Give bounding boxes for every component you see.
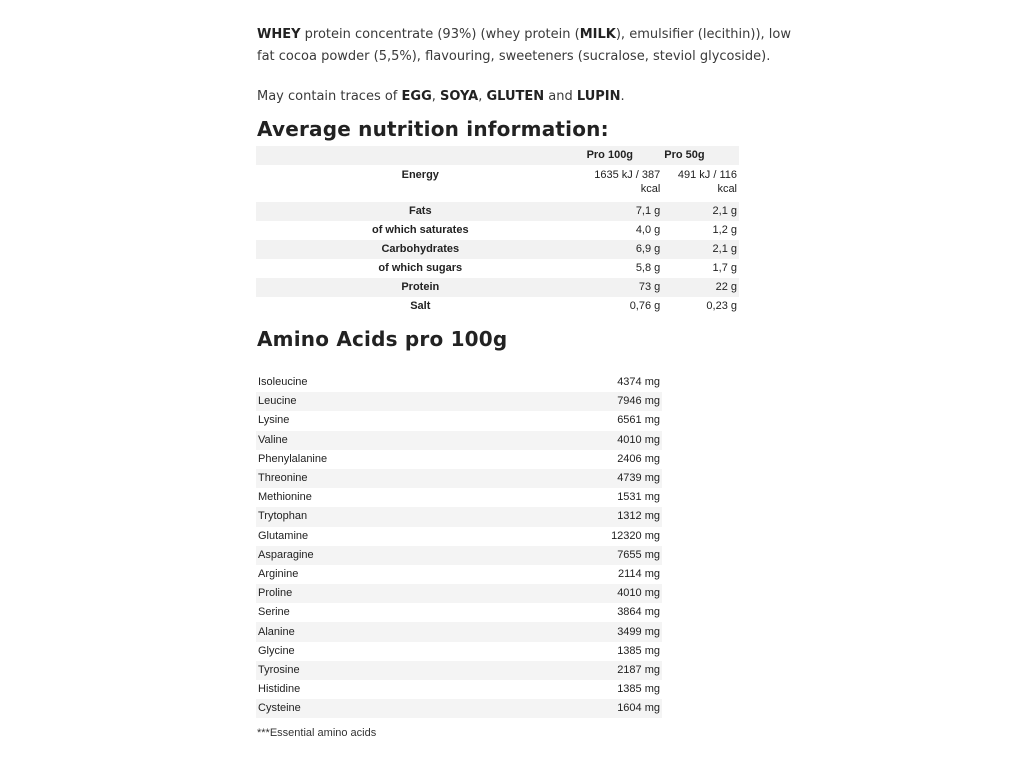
nutrition-value-50: 22 g bbox=[662, 278, 739, 297]
amino-name: Threonine bbox=[256, 469, 560, 488]
nutrition-value-50: 1,7 g bbox=[712, 262, 737, 274]
table-row bbox=[256, 469, 662, 488]
nutrition-value-100: 7,1 g bbox=[585, 202, 663, 221]
amino-value: 1604 mg bbox=[560, 699, 662, 718]
amino-name: Valine bbox=[256, 431, 560, 450]
nutrition-header-pro100: Pro 100g bbox=[585, 146, 663, 165]
nutrition-value-50: 491 kJ / 116 kcal bbox=[677, 169, 737, 195]
amino-heading: Amino Acids pro 100g bbox=[257, 327, 508, 351]
traces-prefix: May contain traces of bbox=[257, 89, 402, 104]
amino-name: Phenylalanine bbox=[258, 452, 328, 465]
nutrition-row-carbohydrates bbox=[256, 240, 739, 259]
table-row bbox=[256, 680, 662, 699]
amino-name: Trytophan bbox=[256, 507, 560, 526]
table-row bbox=[256, 373, 662, 392]
allergen-whey: WHEY bbox=[257, 27, 301, 42]
nutrition-value-100: 4,0 g bbox=[635, 224, 661, 236]
nutrition-value-100: 6,9 g bbox=[585, 240, 663, 259]
amino-name: Leucine bbox=[256, 392, 560, 411]
nutrition-value-100: 73 g bbox=[585, 278, 663, 297]
traces-end: . bbox=[620, 89, 625, 104]
allergen-lupin: LUPIN bbox=[576, 89, 621, 104]
allergen-egg: EGG bbox=[401, 89, 432, 104]
table-row bbox=[256, 661, 662, 680]
amino-value: 1385 mg bbox=[617, 644, 660, 657]
nutrition-label: Carbohydrates bbox=[256, 240, 585, 259]
amino-name: Cysteine bbox=[256, 699, 560, 718]
allergen-milk: MILK bbox=[579, 27, 616, 42]
allergen-gluten: GLUTEN bbox=[486, 89, 545, 104]
amino-name: Proline bbox=[256, 584, 560, 603]
amino-value: 7946 mg bbox=[560, 392, 662, 411]
amino-value: 2114 mg bbox=[618, 567, 660, 580]
table-row bbox=[256, 527, 662, 546]
amino-value: 7655 mg bbox=[560, 546, 662, 565]
table-row bbox=[256, 392, 662, 411]
amino-value: 4739 mg bbox=[560, 469, 662, 488]
nutrition-table bbox=[256, 146, 739, 316]
nutrition-value-50: 2,1 g bbox=[662, 202, 739, 221]
amino-footnote: ***Essential amino acids bbox=[257, 727, 377, 739]
amino-value: 3499 mg bbox=[560, 622, 662, 641]
table-row bbox=[256, 411, 662, 430]
nutrition-header-pro50: Pro 50g bbox=[662, 146, 739, 165]
allergen-soya: SOYA bbox=[440, 89, 479, 104]
table-row bbox=[256, 584, 662, 603]
nutrition-row-sugars bbox=[256, 259, 739, 278]
amino-name: Glutamine bbox=[258, 529, 309, 542]
nutrition-value-100: 1635 kJ / 387 kcal bbox=[594, 169, 661, 195]
table-row bbox=[256, 507, 662, 526]
nutrition-label: Protein bbox=[256, 278, 585, 297]
amino-name: Tyrosine bbox=[256, 661, 560, 680]
table-row bbox=[256, 603, 662, 622]
ingredients-text bbox=[257, 24, 797, 68]
nutrition-row-fats bbox=[256, 202, 739, 221]
amino-name: Methionine bbox=[258, 491, 312, 504]
amino-value: 2406 mg bbox=[617, 452, 660, 465]
amino-value: 1385 mg bbox=[617, 683, 660, 696]
nutrition-row-protein bbox=[256, 278, 739, 297]
nutrition-value-50: 2,1 g bbox=[662, 240, 739, 259]
nutrition-row-saturates bbox=[256, 221, 739, 240]
amino-name: Lysine bbox=[258, 414, 290, 427]
amino-value: 3864 mg bbox=[617, 606, 660, 619]
nutrition-heading: Average nutrition information: bbox=[257, 117, 609, 141]
amino-name: Arginine bbox=[258, 567, 299, 580]
table-row bbox=[256, 565, 662, 584]
amino-name: Isoleucine bbox=[258, 376, 308, 389]
amino-name: Histidine bbox=[258, 683, 301, 696]
table-row bbox=[256, 546, 662, 565]
table-row bbox=[256, 699, 662, 718]
table-row bbox=[256, 642, 662, 661]
nutrition-row-salt bbox=[256, 297, 739, 316]
amino-name: Asparagine bbox=[256, 546, 560, 565]
nutrition-value-100: 0,76 g bbox=[629, 300, 661, 312]
nutrition-header-row bbox=[256, 146, 739, 165]
nutrition-label: of which saturates bbox=[371, 224, 469, 236]
amino-value: 2187 mg bbox=[560, 661, 662, 680]
nutrition-label: Salt bbox=[410, 300, 431, 312]
nutrition-value-50: 1,2 g bbox=[712, 224, 737, 236]
ingredients-part-1: protein concentrate (93%) (whey protein ( bbox=[300, 27, 580, 42]
table-row bbox=[256, 622, 662, 641]
amino-value: 4010 mg bbox=[560, 584, 662, 603]
table-row bbox=[256, 431, 662, 450]
traces-separator: , bbox=[478, 89, 487, 104]
table-row bbox=[256, 450, 662, 469]
nutrition-value-100: 5,8 g bbox=[635, 262, 661, 274]
amino-value: 6561 mg bbox=[617, 414, 660, 427]
nutrition-value-50: 0,23 g bbox=[706, 300, 737, 312]
nutrition-label: Fats bbox=[256, 202, 585, 221]
amino-value: 4010 mg bbox=[560, 431, 662, 450]
amino-table bbox=[256, 373, 662, 718]
nutrition-label: of which sugars bbox=[378, 262, 463, 274]
traces-separator: , bbox=[431, 89, 441, 104]
amino-name: Glycine bbox=[258, 644, 295, 657]
amino-value: 1312 mg bbox=[560, 507, 662, 526]
table-row bbox=[256, 488, 662, 507]
amino-name: Alanine bbox=[256, 622, 560, 641]
amino-value: 4374 mg bbox=[617, 376, 660, 389]
amino-value: 12320 mg bbox=[611, 529, 660, 542]
amino-name: Serine bbox=[258, 606, 290, 619]
traces-text bbox=[257, 86, 797, 108]
ingredients-part-2: ), emulsifier (lecithin)), low fat cocoa powder (5,5%), flavouring, sweeteners (sucralose, steviol glycoside). bbox=[257, 27, 791, 64]
nutrition-header-label bbox=[256, 146, 585, 165]
amino-value: 1531 mg bbox=[617, 491, 660, 504]
traces-and: and bbox=[544, 89, 577, 104]
nutrition-label: Energy bbox=[401, 169, 439, 181]
nutrition-row-energy bbox=[256, 165, 739, 202]
